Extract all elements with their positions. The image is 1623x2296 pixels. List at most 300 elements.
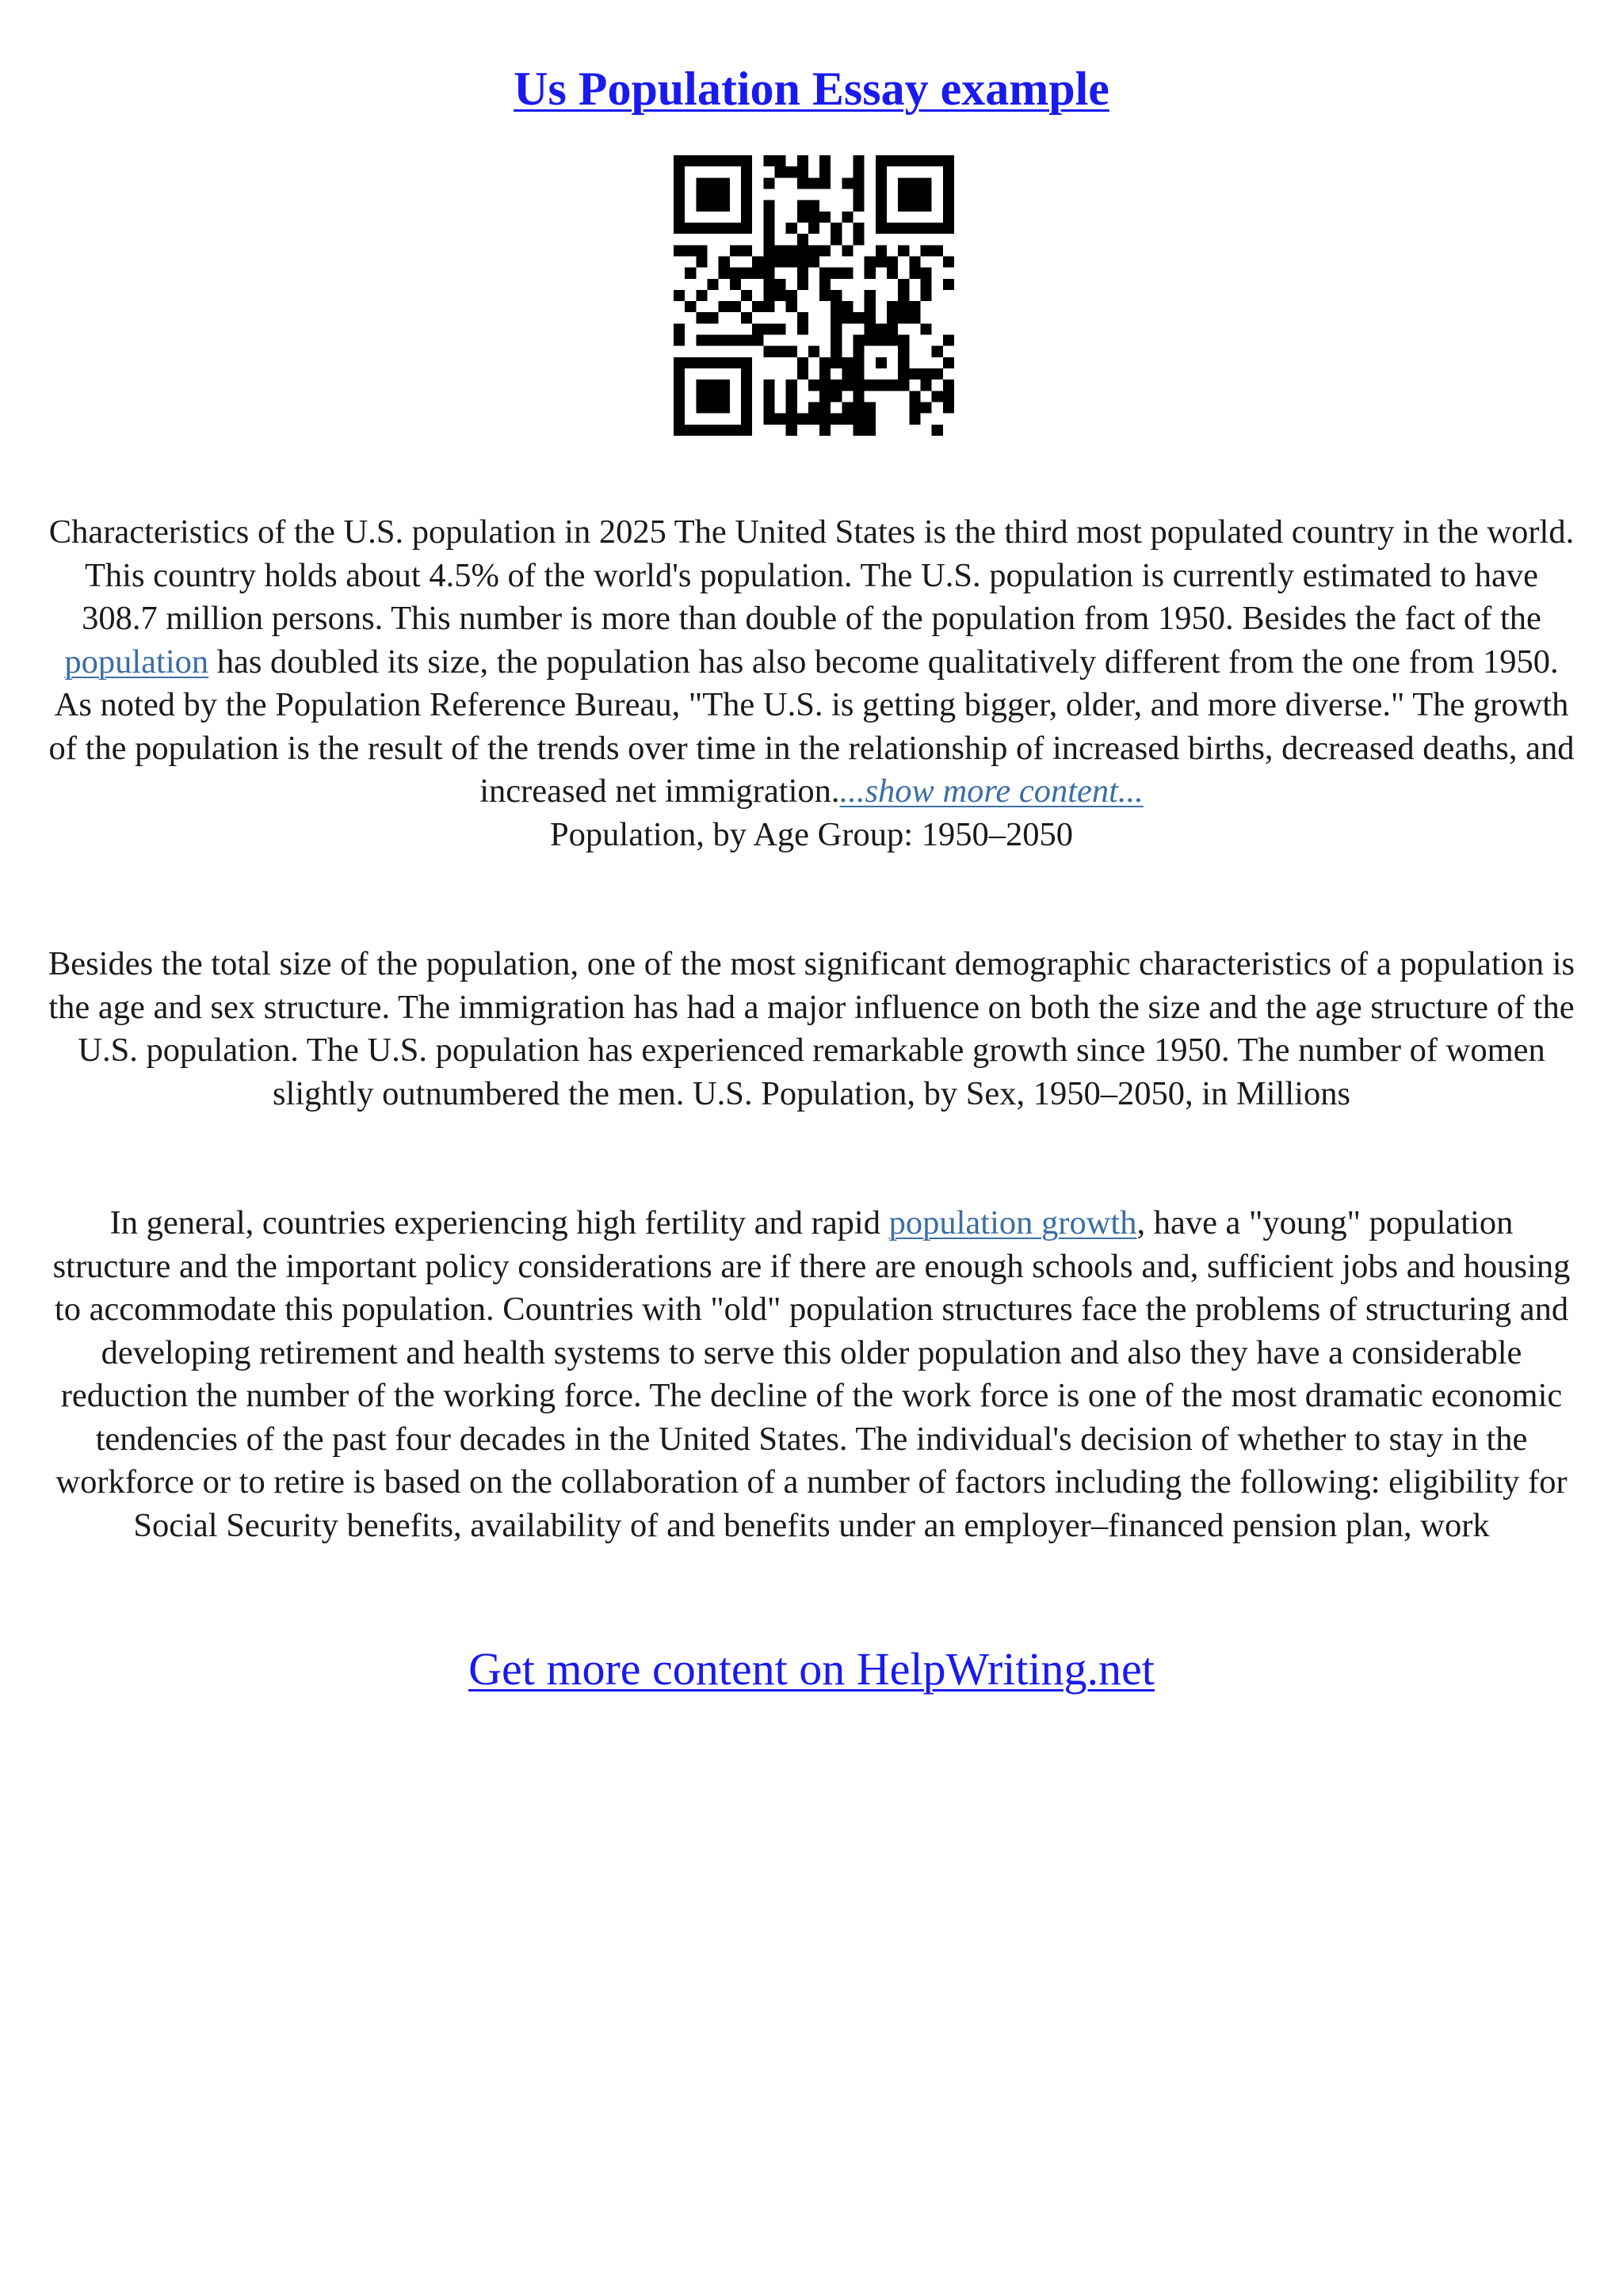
- qr-module: [921, 402, 932, 414]
- qr-module: [808, 379, 819, 391]
- qr-module: [819, 166, 831, 177]
- qr-module: [854, 357, 865, 368]
- qr-module: [943, 223, 954, 234]
- qr-module: [752, 268, 763, 279]
- qr-module: [741, 391, 752, 402]
- qr-module: [797, 200, 808, 212]
- qr-module: [741, 290, 752, 301]
- qr-module: [730, 155, 741, 166]
- qr-module: [797, 234, 808, 245]
- qr-module: [696, 290, 707, 301]
- qr-module: [797, 323, 808, 334]
- qr-module: [719, 177, 730, 189]
- qr-module: [674, 245, 685, 256]
- qr-module: [741, 245, 752, 256]
- qr-module: [943, 189, 954, 200]
- qr-module: [921, 323, 932, 334]
- qr-module: [898, 223, 909, 234]
- qr-module: [842, 402, 853, 414]
- helpwriting-link[interactable]: Get more content on HelpWriting.net: [468, 1643, 1155, 1695]
- qr-module: [842, 368, 853, 379]
- qr-module: [819, 368, 831, 379]
- qr-module: [752, 256, 763, 267]
- qr-module: [909, 189, 920, 200]
- qr-module: [909, 177, 920, 189]
- qr-module: [774, 155, 785, 166]
- qr-module: [898, 368, 909, 379]
- qr-module: [854, 223, 865, 234]
- qr-module: [674, 212, 685, 223]
- qr-module: [763, 301, 774, 312]
- qr-module: [774, 290, 785, 301]
- page-title: [0, 57, 1623, 120]
- qr-module: [819, 290, 831, 301]
- qr-module: [898, 155, 909, 166]
- qr-module: [719, 200, 730, 212]
- qr-module: [854, 346, 865, 357]
- qr-module: [842, 268, 853, 279]
- qr-module: [674, 357, 685, 368]
- qr-module: [831, 323, 842, 334]
- qr-module: [696, 379, 707, 391]
- qr-module: [763, 223, 774, 234]
- qr-module: [696, 312, 707, 323]
- qr-module: [674, 189, 685, 200]
- qr-module: [797, 155, 808, 166]
- qr-module: [741, 414, 752, 425]
- qr-module: [876, 212, 887, 223]
- qr-module: [909, 200, 920, 212]
- qr-module: [696, 425, 707, 436]
- qr-module: [909, 155, 920, 166]
- qr-module: [696, 189, 707, 200]
- qr-module: [943, 402, 954, 414]
- qr-module: [719, 335, 730, 346]
- qr-module: [865, 301, 876, 312]
- qr-module: [943, 391, 954, 402]
- qr-module: [696, 177, 707, 189]
- qr-module: [719, 223, 730, 234]
- qr-module: [763, 268, 774, 279]
- qr-module: [808, 177, 819, 189]
- qr-module: [774, 245, 785, 256]
- qr-module: [786, 402, 797, 414]
- qr-module: [685, 425, 696, 436]
- qr-module: [854, 379, 865, 391]
- qr-module: [719, 402, 730, 414]
- qr-module: [763, 245, 774, 256]
- qr-module: [707, 177, 718, 189]
- qr-module: [887, 223, 898, 234]
- qr-module: [932, 368, 943, 379]
- qr-module: [921, 245, 932, 256]
- qr-module: [763, 391, 774, 402]
- qr-module: [932, 391, 943, 402]
- qr-module: [730, 223, 741, 234]
- qr-module: [819, 245, 831, 256]
- qr-module: [842, 312, 853, 323]
- qr-module: [719, 189, 730, 200]
- qr-module: [797, 268, 808, 279]
- qr-module: [763, 279, 774, 290]
- qr-module: [831, 346, 842, 357]
- qr-module: [932, 223, 943, 234]
- qr-module: [685, 155, 696, 166]
- qr-module: [786, 391, 797, 402]
- qr-module: [763, 177, 774, 189]
- paragraph-3-text-end: , have a "young" population structure and the important policy considerations are if there are enough schools and, sufficient jobs and housing to accommodate this population. Countries with "old" population structures face the problems of structuring and developing retirement and health systems to serve this older population and also they have a considerable reduction the number of the working force. The decline of the work force is one of the most dramatic economic tendencies of the past four decades in the United States. The individual's decision of whether to stay in the workforce or to retire is based on the collaboration of a number of factors including the following: eligibility for Social Security benefits, availability of and benefits under an employer–financed pension plan, work: [52, 1204, 1571, 1544]
- qr-module: [674, 379, 685, 391]
- qr-module: [707, 379, 718, 391]
- qr-module: [763, 379, 774, 391]
- qr-module: [741, 200, 752, 212]
- qr-module: [943, 379, 954, 391]
- qr-module: [786, 379, 797, 391]
- qr-module: [707, 223, 718, 234]
- qr-module: [674, 391, 685, 402]
- qr-module: [685, 245, 696, 256]
- qr-module: [808, 212, 819, 223]
- qr-module: [854, 200, 865, 212]
- qr-module: [898, 279, 909, 290]
- qr-module: [808, 346, 819, 357]
- qr-module: [909, 268, 920, 279]
- qr-module: [707, 425, 718, 436]
- qr-module: [909, 312, 920, 323]
- qr-module: [921, 279, 932, 290]
- qr-module: [685, 301, 696, 312]
- qr-module: [741, 155, 752, 166]
- qr-module: [943, 256, 954, 267]
- qr-module: [786, 346, 797, 357]
- qr-module: [854, 368, 865, 379]
- qr-module: [808, 414, 819, 425]
- qr-module: [943, 335, 954, 346]
- qr-module: [774, 166, 785, 177]
- qr-module: [696, 245, 707, 256]
- qr-module: [898, 312, 909, 323]
- qr-module: [685, 268, 696, 279]
- qr-module: [842, 245, 853, 256]
- qr-module: [763, 402, 774, 414]
- qr-module: [797, 279, 808, 290]
- qr-module: [786, 290, 797, 301]
- qr-module: [943, 177, 954, 189]
- qr-module: [674, 290, 685, 301]
- qr-module: [854, 402, 865, 414]
- qr-module: [741, 177, 752, 189]
- qr-module: [831, 301, 842, 312]
- qr-module: [887, 335, 898, 346]
- qr-module: [774, 279, 785, 290]
- qr-module: [752, 335, 763, 346]
- qr-module: [842, 379, 853, 391]
- qr-module: [707, 402, 718, 414]
- qr-module: [707, 279, 718, 290]
- qr-module: [786, 223, 797, 234]
- qr-module: [730, 301, 741, 312]
- qr-module: [865, 402, 876, 414]
- qr-module: [674, 368, 685, 379]
- qr-module: [797, 166, 808, 177]
- qr-module: [842, 414, 853, 425]
- qr-module: [854, 391, 865, 402]
- qr-module: [707, 357, 718, 368]
- qr-module: [719, 391, 730, 402]
- qr-module: [898, 346, 909, 357]
- qr-code-icon: [674, 155, 954, 436]
- qr-module: [797, 177, 808, 189]
- qr-module: [898, 301, 909, 312]
- qr-module: [674, 414, 685, 425]
- qr-module: [909, 223, 920, 234]
- qr-module: [696, 256, 707, 267]
- qr-module: [707, 189, 718, 200]
- title-link[interactable]: Us Population Essay example: [514, 63, 1109, 115]
- qr-module: [730, 245, 741, 256]
- qr-module: [854, 189, 865, 200]
- qr-module: [763, 290, 774, 301]
- qr-module: [797, 368, 808, 379]
- qr-module: [876, 189, 887, 200]
- qr-module: [707, 391, 718, 402]
- qr-module: [719, 268, 730, 279]
- qr-module: [808, 256, 819, 267]
- qr-module: [808, 223, 819, 234]
- qr-module: [763, 155, 774, 166]
- qr-module: [854, 312, 865, 323]
- qr-module: [831, 268, 842, 279]
- population-growth-link[interactable]: population growth: [888, 1204, 1137, 1241]
- qr-module: [831, 234, 842, 245]
- qr-module: [741, 357, 752, 368]
- qr-module: [730, 357, 741, 368]
- qr-module: [730, 268, 741, 279]
- qr-module: [674, 155, 685, 166]
- qr-module: [854, 234, 865, 245]
- qr-module: [786, 301, 797, 312]
- qr-module: [909, 368, 920, 379]
- qr-module: [719, 301, 730, 312]
- qr-module: [887, 323, 898, 334]
- paragraph-3: [48, 1202, 1575, 1547]
- qr-module: [865, 379, 876, 391]
- qr-module: [921, 379, 932, 391]
- qr-module: [696, 391, 707, 402]
- qr-module: [876, 256, 887, 267]
- qr-module: [752, 323, 763, 334]
- qr-module: [808, 245, 819, 256]
- qr-module: [674, 335, 685, 346]
- qr-module: [909, 391, 920, 402]
- qr-module: [898, 357, 909, 368]
- qr-module: [865, 312, 876, 323]
- qr-module: [719, 425, 730, 436]
- qr-module: [865, 425, 876, 436]
- qr-module: [763, 256, 774, 267]
- qr-module: [898, 177, 909, 189]
- qr-module: [752, 301, 763, 312]
- qr-module: [876, 166, 887, 177]
- qr-module: [741, 425, 752, 436]
- qr-module: [763, 323, 774, 334]
- qr-module: [786, 256, 797, 267]
- qr-module: [831, 335, 842, 346]
- qr-module: [921, 155, 932, 166]
- qr-module: [741, 312, 752, 323]
- qr-module: [876, 379, 887, 391]
- qr-module: [819, 177, 831, 189]
- qr-module: [774, 346, 785, 357]
- qr-module: [854, 335, 865, 346]
- qr-module: [909, 402, 920, 414]
- qr-module: [898, 189, 909, 200]
- paragraph-1-text-start: Characteristics of the U.S. population in 2025 The United States is the third most populated country in the world. This country holds about 4.5% of the world's population. The U.S. population is currently estimated to have 308.7 million persons. This number is more than double of the population from 1950. Besides the fact of the: [48, 513, 1575, 637]
- qr-module: [887, 312, 898, 323]
- qr-module: [865, 290, 876, 301]
- qr-module: [719, 357, 730, 368]
- paragraph-3-text-start: In general, countries experiencing high fertility and rapid: [109, 1204, 889, 1241]
- qr-module: [865, 335, 876, 346]
- qr-module: [898, 335, 909, 346]
- qr-module: [707, 200, 718, 212]
- qr-module: [887, 301, 898, 312]
- qr-module: [786, 425, 797, 436]
- qr-module: [909, 414, 920, 425]
- qr-module: [741, 402, 752, 414]
- qr-module: [730, 279, 741, 290]
- qr-module: [696, 402, 707, 414]
- qr-module: [786, 166, 797, 177]
- qr-module: [797, 312, 808, 323]
- qr-module: [921, 223, 932, 234]
- qr-module: [876, 323, 887, 334]
- footer: [0, 1640, 1623, 1699]
- qr-module: [943, 155, 954, 166]
- qr-module: [921, 290, 932, 301]
- qr-module: [741, 368, 752, 379]
- qr-module: [819, 379, 831, 391]
- qr-module: [685, 223, 696, 234]
- qr-module: [876, 357, 887, 368]
- paragraph-1: [48, 511, 1575, 856]
- qr-module: [932, 425, 943, 436]
- qr-module: [831, 391, 842, 402]
- qr-module: [943, 200, 954, 212]
- qr-module: [819, 391, 831, 402]
- qr-module: [741, 166, 752, 177]
- qr-module: [943, 279, 954, 290]
- qr-module: [921, 268, 932, 279]
- qr-module: [898, 200, 909, 212]
- qr-module: [921, 200, 932, 212]
- qr-module: [763, 234, 774, 245]
- qr-module: [674, 177, 685, 189]
- qr-module: [865, 414, 876, 425]
- qr-module: [774, 256, 785, 267]
- qr-module: [921, 368, 932, 379]
- qr-module: [876, 335, 887, 346]
- qr-module: [887, 379, 898, 391]
- qr-module: [719, 379, 730, 391]
- qr-module: [876, 155, 887, 166]
- qr-module: [685, 357, 696, 368]
- qr-module: [741, 379, 752, 391]
- qr-module: [876, 223, 887, 234]
- qr-module: [909, 301, 920, 312]
- qr-module: [674, 323, 685, 334]
- qr-module: [696, 335, 707, 346]
- qr-module: [696, 155, 707, 166]
- qr-module: [842, 301, 853, 312]
- qr-module: [797, 357, 808, 368]
- qr-module: [674, 166, 685, 177]
- qr-module: [831, 379, 842, 391]
- qr-module: [854, 177, 865, 189]
- qr-module: [842, 357, 853, 368]
- qr-module: [819, 212, 831, 223]
- qr-module: [674, 425, 685, 436]
- qr-module: [898, 290, 909, 301]
- qr-module: [763, 414, 774, 425]
- qr-module: [831, 357, 842, 368]
- qr-module: [786, 414, 797, 425]
- qr-module: [865, 268, 876, 279]
- qr-module: [819, 414, 831, 425]
- qr-module: [831, 290, 842, 301]
- qr-module: [797, 212, 808, 223]
- qr-module: [943, 212, 954, 223]
- qr-module: [719, 256, 730, 267]
- qr-module: [854, 155, 865, 166]
- qr-module: [831, 414, 842, 425]
- population-link[interactable]: population: [64, 643, 209, 681]
- qr-module: [943, 166, 954, 177]
- qr-module: [730, 425, 741, 436]
- qr-module: [876, 245, 887, 256]
- show-more-link[interactable]: ...show more content...: [839, 772, 1144, 810]
- qr-module: [674, 200, 685, 212]
- qr-module: [819, 268, 831, 279]
- qr-module: [943, 357, 954, 368]
- qr-module: [741, 268, 752, 279]
- qr-module: [763, 346, 774, 357]
- qr-module: [763, 212, 774, 223]
- qr-module: [741, 335, 752, 346]
- paragraph-1-text-end: has doubled its size, the population has also become qualitatively different from the one from 1950. As noted by the Population Reference Bureau, "The U.S. is getting bigger, older, and more diverse." The growth of the population is the result of the trends over time in the relationship of increased births, decreased deaths, and increased net immigration.: [48, 643, 1575, 810]
- qr-module: [707, 155, 718, 166]
- qr-module: [831, 312, 842, 323]
- qr-module: [854, 414, 865, 425]
- qr-module: [696, 223, 707, 234]
- qr-module: [898, 245, 909, 256]
- qr-module: [674, 402, 685, 414]
- qr-module: [707, 312, 718, 323]
- qr-module: [808, 402, 819, 414]
- qr-module: [774, 414, 785, 425]
- qr-module: [865, 256, 876, 267]
- qr-module: [819, 279, 831, 290]
- qr-module: [909, 256, 920, 267]
- qr-module: [831, 223, 842, 234]
- qr-module: [719, 155, 730, 166]
- qr-module: [741, 223, 752, 234]
- qr-module: [819, 357, 831, 368]
- qr-module: [763, 200, 774, 212]
- qr-module: [842, 177, 853, 189]
- qr-module: [921, 189, 932, 200]
- qr-module: [932, 245, 943, 256]
